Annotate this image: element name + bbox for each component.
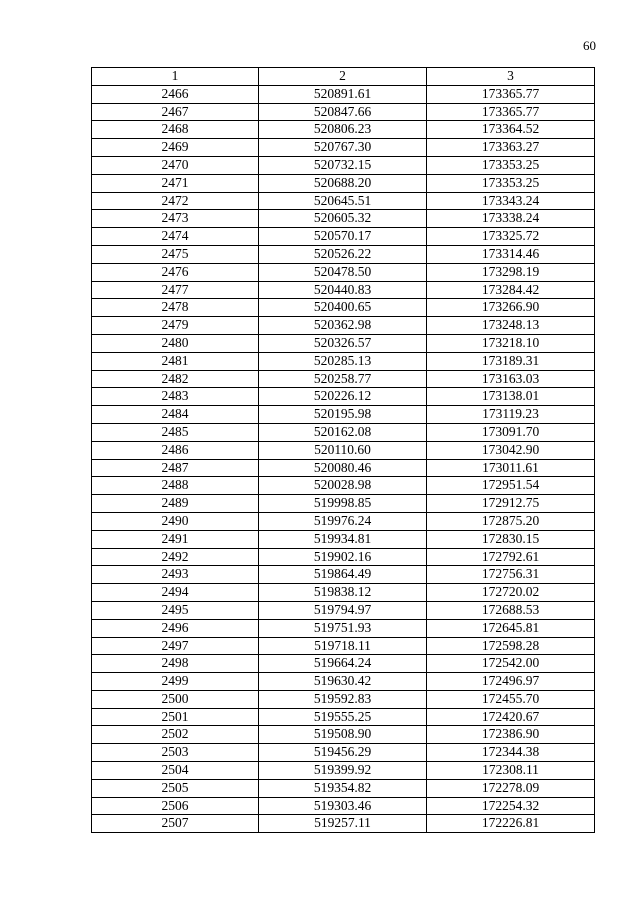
table-cell-col-1: 2490 — [92, 512, 259, 530]
table-cell-col-3: 172951.54 — [427, 477, 595, 495]
table-cell-col-1: 2488 — [92, 477, 259, 495]
table-row — [92, 530, 595, 548]
table-cell-col-1: 2482 — [92, 370, 259, 388]
table-cell-col-3: 173325.72 — [427, 228, 595, 246]
table-cell-col-1: 2468 — [92, 121, 259, 139]
page-number: 60 — [583, 38, 596, 53]
table-cell-col-3: 173163.03 — [427, 370, 595, 388]
table-header-row — [92, 68, 595, 86]
table-cell-col-2: 519751.93 — [259, 619, 427, 637]
table-cell-col-1: 2466 — [92, 85, 259, 103]
table-row — [92, 619, 595, 637]
table-cell-col-1: 2481 — [92, 352, 259, 370]
table-row — [92, 192, 595, 210]
column-header-3: 3 — [427, 68, 595, 86]
column-header-2: 2 — [259, 68, 427, 86]
table-row — [92, 388, 595, 406]
table-cell-col-1: 2472 — [92, 192, 259, 210]
column-header-1: 1 — [92, 68, 259, 86]
table-cell-col-1: 2480 — [92, 334, 259, 352]
table-cell-col-2: 520767.30 — [259, 139, 427, 157]
table-cell-col-3: 172720.02 — [427, 584, 595, 602]
table-row — [92, 655, 595, 673]
table-row — [92, 708, 595, 726]
table-cell-col-1: 2484 — [92, 406, 259, 424]
table-row — [92, 566, 595, 584]
table-cell-col-2: 520645.51 — [259, 192, 427, 210]
table-cell-col-3: 172278.09 — [427, 779, 595, 797]
table-cell-col-3: 172645.81 — [427, 619, 595, 637]
table-cell-col-1: 2493 — [92, 566, 259, 584]
table-cell-col-2: 519794.97 — [259, 601, 427, 619]
table-cell-col-1: 2476 — [92, 263, 259, 281]
table-cell-col-1: 2467 — [92, 103, 259, 121]
table-cell-col-2: 520440.83 — [259, 281, 427, 299]
table-row — [92, 673, 595, 691]
table-cell-col-3: 172792.61 — [427, 548, 595, 566]
table-cell-col-3: 172344.38 — [427, 744, 595, 762]
table-cell-col-2: 520195.98 — [259, 406, 427, 424]
table-cell-col-1: 2485 — [92, 423, 259, 441]
table-cell-col-2: 520605.32 — [259, 210, 427, 228]
table-row — [92, 601, 595, 619]
table-cell-col-3: 173042.90 — [427, 441, 595, 459]
table-cell-col-2: 519864.49 — [259, 566, 427, 584]
table-cell-col-1: 2474 — [92, 228, 259, 246]
table-cell-col-3: 172598.28 — [427, 637, 595, 655]
table-row — [92, 406, 595, 424]
table-cell-col-1: 2501 — [92, 708, 259, 726]
table-cell-col-3: 173119.23 — [427, 406, 595, 424]
table-row — [92, 156, 595, 174]
table-cell-col-3: 172875.20 — [427, 512, 595, 530]
table-row — [92, 441, 595, 459]
table-cell-col-2: 520732.15 — [259, 156, 427, 174]
table-cell-col-1: 2479 — [92, 317, 259, 335]
table-cell-col-2: 519555.25 — [259, 708, 427, 726]
table-row — [92, 690, 595, 708]
table-row — [92, 512, 595, 530]
table-row — [92, 370, 595, 388]
table-cell-col-2: 520226.12 — [259, 388, 427, 406]
table-cell-col-3: 173353.25 — [427, 174, 595, 192]
table-row — [92, 495, 595, 513]
table-cell-col-3: 173091.70 — [427, 423, 595, 441]
table-cell-col-2: 520478.50 — [259, 263, 427, 281]
table-cell-col-1: 2470 — [92, 156, 259, 174]
table-body — [92, 85, 595, 832]
table-cell-col-3: 173248.13 — [427, 317, 595, 335]
table-cell-col-2: 519303.46 — [259, 797, 427, 815]
table-cell-col-1: 2502 — [92, 726, 259, 744]
table-cell-col-3: 172254.32 — [427, 797, 595, 815]
table-cell-col-2: 519718.11 — [259, 637, 427, 655]
table-cell-col-2: 519399.92 — [259, 762, 427, 780]
table-cell-col-1: 2477 — [92, 281, 259, 299]
table-cell-col-1: 2489 — [92, 495, 259, 513]
table-cell-col-1: 2494 — [92, 584, 259, 602]
table-cell-col-2: 519592.83 — [259, 690, 427, 708]
table-row — [92, 317, 595, 335]
table-cell-col-1: 2492 — [92, 548, 259, 566]
table-cell-col-2: 519257.11 — [259, 815, 427, 833]
table-cell-col-1: 2496 — [92, 619, 259, 637]
table-cell-col-1: 2486 — [92, 441, 259, 459]
table-cell-col-3: 173298.19 — [427, 263, 595, 281]
table-cell-col-3: 173266.90 — [427, 299, 595, 317]
table-row — [92, 121, 595, 139]
table-cell-col-1: 2478 — [92, 299, 259, 317]
table-cell-col-3: 173363.27 — [427, 139, 595, 157]
table-row — [92, 637, 595, 655]
table-cell-col-1: 2498 — [92, 655, 259, 673]
table-row — [92, 174, 595, 192]
table-cell-col-3: 172226.81 — [427, 815, 595, 833]
table-cell-col-2: 520080.46 — [259, 459, 427, 477]
table-cell-col-3: 172308.11 — [427, 762, 595, 780]
table-row — [92, 797, 595, 815]
table-row — [92, 210, 595, 228]
table-row — [92, 245, 595, 263]
table-row — [92, 423, 595, 441]
table-cell-col-2: 520258.77 — [259, 370, 427, 388]
table-cell-col-1: 2491 — [92, 530, 259, 548]
table-cell-col-2: 519630.42 — [259, 673, 427, 691]
table-row — [92, 726, 595, 744]
table-row — [92, 762, 595, 780]
table-cell-col-1: 2487 — [92, 459, 259, 477]
table-row — [92, 139, 595, 157]
table-cell-col-1: 2497 — [92, 637, 259, 655]
table-cell-col-1: 2469 — [92, 139, 259, 157]
table-cell-col-3: 173189.31 — [427, 352, 595, 370]
table-cell-col-2: 519998.85 — [259, 495, 427, 513]
table-cell-col-2: 520400.65 — [259, 299, 427, 317]
table-cell-col-3: 172912.75 — [427, 495, 595, 513]
table-row — [92, 334, 595, 352]
table-row — [92, 477, 595, 495]
table-cell-col-1: 2503 — [92, 744, 259, 762]
table-cell-col-2: 519354.82 — [259, 779, 427, 797]
table-cell-col-2: 520806.23 — [259, 121, 427, 139]
table-row — [92, 103, 595, 121]
table-cell-col-3: 173011.61 — [427, 459, 595, 477]
table-cell-col-3: 173138.01 — [427, 388, 595, 406]
table-row — [92, 85, 595, 103]
table-cell-col-2: 520285.13 — [259, 352, 427, 370]
table-cell-col-3: 172420.67 — [427, 708, 595, 726]
table-cell-col-3: 173365.77 — [427, 85, 595, 103]
table-cell-col-3: 173343.24 — [427, 192, 595, 210]
table-cell-col-1: 2505 — [92, 779, 259, 797]
table-cell-col-2: 520570.17 — [259, 228, 427, 246]
table-cell-col-2: 520891.61 — [259, 85, 427, 103]
table-cell-col-1: 2500 — [92, 690, 259, 708]
table-cell-col-2: 519976.24 — [259, 512, 427, 530]
table-cell-col-3: 172386.90 — [427, 726, 595, 744]
table-cell-col-2: 520688.20 — [259, 174, 427, 192]
table-cell-col-2: 520028.98 — [259, 477, 427, 495]
table-cell-col-3: 173353.25 — [427, 156, 595, 174]
table-row — [92, 299, 595, 317]
table-cell-col-3: 173364.52 — [427, 121, 595, 139]
table-cell-col-1: 2499 — [92, 673, 259, 691]
table-cell-col-3: 172542.00 — [427, 655, 595, 673]
table-row — [92, 744, 595, 762]
table-cell-col-2: 520326.57 — [259, 334, 427, 352]
table-cell-col-3: 172496.97 — [427, 673, 595, 691]
table-cell-col-2: 520362.98 — [259, 317, 427, 335]
table-cell-col-2: 519508.90 — [259, 726, 427, 744]
table-cell-col-3: 173314.46 — [427, 245, 595, 263]
table-cell-col-3: 173284.42 — [427, 281, 595, 299]
table-row — [92, 779, 595, 797]
table-row — [92, 228, 595, 246]
table-cell-col-2: 519902.16 — [259, 548, 427, 566]
table-cell-col-1: 2483 — [92, 388, 259, 406]
table-row — [92, 263, 595, 281]
table-row — [92, 352, 595, 370]
table-cell-col-2: 520162.08 — [259, 423, 427, 441]
table-row — [92, 548, 595, 566]
table-cell-col-2: 520110.60 — [259, 441, 427, 459]
table-cell-col-1: 2504 — [92, 762, 259, 780]
table-cell-col-1: 2473 — [92, 210, 259, 228]
table-cell-col-2: 519934.81 — [259, 530, 427, 548]
table-row — [92, 281, 595, 299]
table-cell-col-1: 2475 — [92, 245, 259, 263]
table-cell-col-3: 172455.70 — [427, 690, 595, 708]
table-cell-col-3: 173338.24 — [427, 210, 595, 228]
table-cell-col-3: 173365.77 — [427, 103, 595, 121]
table-cell-col-3: 172830.15 — [427, 530, 595, 548]
table-row — [92, 459, 595, 477]
table-cell-col-3: 172756.31 — [427, 566, 595, 584]
table-cell-col-1: 2471 — [92, 174, 259, 192]
table-cell-col-2: 519456.29 — [259, 744, 427, 762]
table-cell-col-2: 519664.24 — [259, 655, 427, 673]
table-cell-col-1: 2507 — [92, 815, 259, 833]
table-row — [92, 584, 595, 602]
table-row — [92, 815, 595, 833]
coordinates-table — [91, 67, 595, 833]
table-cell-col-2: 520847.66 — [259, 103, 427, 121]
table-cell-col-3: 173218.10 — [427, 334, 595, 352]
table-cell-col-1: 2495 — [92, 601, 259, 619]
table-cell-col-2: 520526.22 — [259, 245, 427, 263]
table-cell-col-1: 2506 — [92, 797, 259, 815]
table-cell-col-2: 519838.12 — [259, 584, 427, 602]
table-cell-col-3: 172688.53 — [427, 601, 595, 619]
